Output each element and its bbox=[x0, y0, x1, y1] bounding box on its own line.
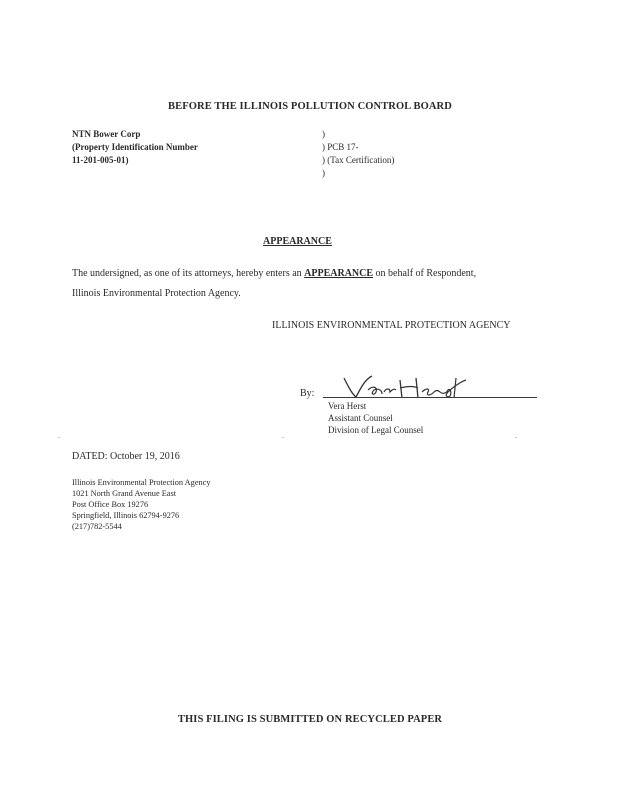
scan-speck bbox=[58, 437, 60, 438]
board-title: BEFORE THE ILLINOIS POLLUTION CONTROL BOARD bbox=[168, 101, 452, 112]
body-appearance-emphasis: APPEARANCE bbox=[304, 268, 374, 279]
caption-bracket-4: ) bbox=[322, 168, 325, 178]
caption-case-type: ) (Tax Certification) bbox=[322, 155, 395, 165]
scan-speck bbox=[282, 437, 284, 438]
address-line-1: Illinois Environmental Protection Agency bbox=[72, 478, 211, 487]
agency-name: ILLINOIS ENVIRONMENTAL PROTECTION AGENCY bbox=[272, 320, 511, 331]
scan-speck bbox=[515, 437, 517, 438]
signer-division: Division of Legal Counsel bbox=[328, 425, 424, 435]
caption-pin-label: (Property Identification Number bbox=[72, 142, 198, 152]
address-phone: (217)782-5544 bbox=[72, 522, 122, 531]
address-line-4: Springfield, Illinois 62794-9276 bbox=[72, 511, 180, 520]
caption-party-name: NTN Bower Corp bbox=[72, 129, 141, 139]
body-line-2: Illinois Environmental Protection Agency. bbox=[72, 288, 241, 299]
caption-bracket-1: ) bbox=[322, 129, 325, 139]
signer-name: Vera Herst bbox=[328, 401, 367, 411]
by-label: By: bbox=[300, 388, 315, 399]
caption-case-number: ) PCB 17- bbox=[322, 142, 359, 152]
signature-line bbox=[323, 397, 537, 398]
body-line-1 bbox=[72, 268, 476, 279]
signer-title: Assistant Counsel bbox=[328, 413, 393, 423]
caption-pin-number: 11-201-005-01) bbox=[72, 155, 129, 165]
body-line-1-pre: The undersigned, as one of its attorneys, hereby enters an bbox=[72, 268, 305, 279]
footer-recycled-paper: THIS FILING IS SUBMITTED ON RECYCLED PAPER bbox=[177, 714, 443, 725]
address-line-3: Post Office Box 19276 bbox=[72, 500, 149, 509]
body-line-1-post: on behalf of Respondent, bbox=[373, 268, 477, 279]
address-line-2: 1021 North Grand Avenue East bbox=[72, 489, 176, 498]
appearance-heading: APPEARANCE bbox=[263, 236, 332, 247]
dated-line: DATED: October 19, 2016 bbox=[72, 451, 180, 462]
